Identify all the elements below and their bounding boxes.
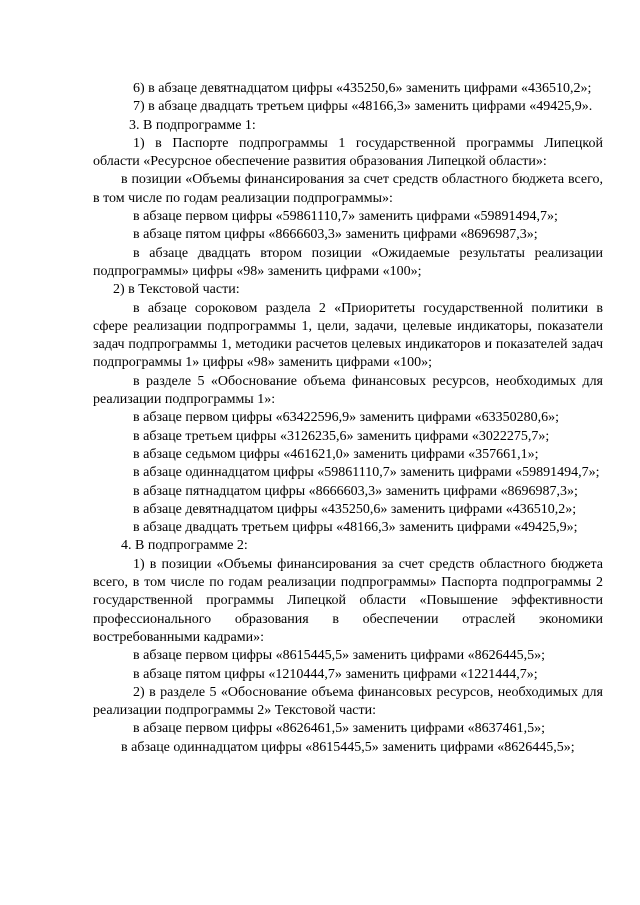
paragraph: в абзаце седьмом цифры «461621,0» заменить цифрами «357661,1»;: [133, 446, 539, 462]
paragraph: в абзаце первом цифры «63422596,9» заменить цифрами «63350280,6»;: [133, 410, 559, 426]
paragraph: в абзаце первом цифры «8615445,5» заменить цифрами «8626445,5»;: [133, 648, 545, 664]
paragraph: 6) в абзаце девятнадцатом цифры «435250,6» заменить цифрами «436510,2»;: [133, 81, 592, 96]
paragraph: в абзаце третьем цифры «3126235,6» заменить цифрами «3022275,7»;: [133, 428, 550, 444]
paragraph: в абзаце пятнадцатом цифры «8666603,3» заменить цифрами «8696987,3»;: [133, 483, 578, 499]
paragraph: в абзаце одиннадцатом цифры «59861110,7» заменить цифрами «59891494,7»;: [133, 465, 600, 481]
paragraph-heading: 4. В подпрограмме 2:: [121, 538, 248, 554]
paragraph: в позиции «Объемы финансирования за счет средств областного бюджета всего, в том числе по годам реализации подпрограммы»:: [93, 172, 603, 206]
paragraph: в абзаце двадцать втором позиции «Ожидаемые результаты реализации подпрограммы» цифры «98» заменить цифрами «100»;: [93, 245, 603, 279]
paragraph: в абзаце двадцать третьем цифры «48166,3» заменить цифрами «49425,9»;: [133, 520, 578, 536]
paragraph: в разделе 5 «Обоснование объема финансовых ресурсов, необходимых для реализации подпрограммы 1»:: [93, 373, 603, 408]
paragraph: в абзаце пятом цифры «8666603,3» заменить цифрами «8696987,3»;: [133, 227, 538, 243]
paragraph: в абзаце первом цифры «59861110,7» заменить цифрами «59891494,7»;: [133, 209, 558, 225]
paragraph: 1) в Паспорте подпрограммы 1 государственной программы Липецкой области «Ресурсное обеспечение развития образования Липецкой области»:: [93, 135, 603, 170]
paragraph-heading: 2) в Текстовой части:: [113, 282, 240, 298]
paragraph: в абзаце девятнадцатом цифры «435250,6» заменить цифрами «436510,2»;: [133, 501, 577, 517]
paragraph: в абзаце сороковом раздела 2 «Приоритеты государственной политики в сфере реализации подпрограммы 1, цели, задачи, целевые индикаторы, показатели задач подпрограммы 1, методики расчетов целевых индикаторов и показателей задач подпрограммы 1» цифры «98» заменить цифрами «100»;: [93, 300, 603, 371]
paragraph: 1) в позиции «Объемы финансирования за счет средств областного бюджета всего, в том числе по годам реализации подпрограммы» Паспорта подпрограммы 2 государственной программы Липецкой области «Повышение эффективности профессионального образования в обеспечении отраслей экономики востребованными кадрами»:: [93, 556, 603, 645]
paragraph: в абзаце пятом цифры «1210444,7» заменить цифрами «1221444,7»;: [133, 666, 538, 682]
document-body: [93, 80, 603, 757]
paragraph-heading: 3. В подпрограмме 1:: [129, 117, 256, 133]
paragraph: 7) в абзаце двадцать третьем цифры «48166,3» заменить цифрами «49425,9».: [133, 99, 593, 115]
paragraph: в абзаце одиннадцатом цифры «8615445,5» заменить цифрами «8626445,5»;: [121, 739, 575, 755]
paragraph: 2) в разделе 5 «Обоснование объема финансовых ресурсов, необходимых для реализации подпрограммы 2» Текстовой части:: [93, 684, 603, 719]
paragraph: в абзаце первом цифры «8626461,5» заменить цифрами «8637461,5»;: [133, 721, 545, 737]
